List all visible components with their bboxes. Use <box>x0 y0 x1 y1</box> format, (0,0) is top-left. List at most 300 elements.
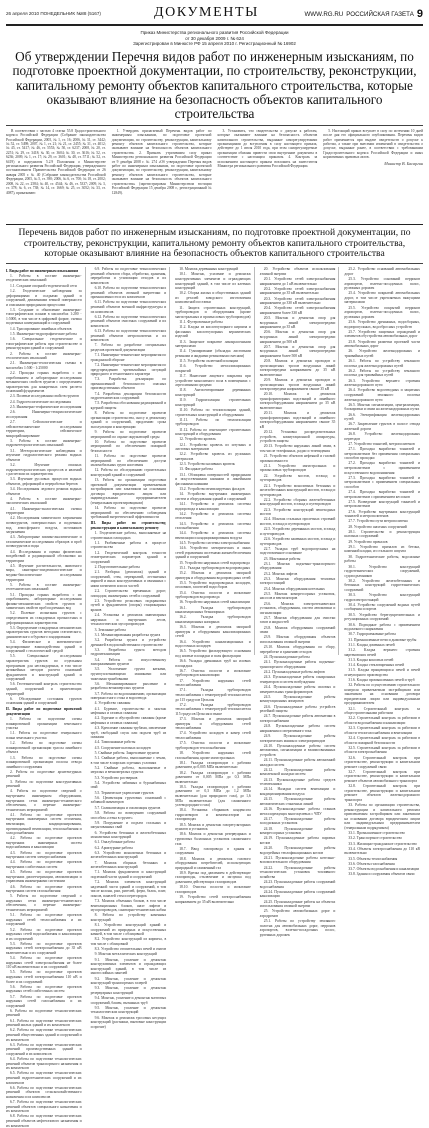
list-item: 2.7. Сейсмологические и сейсмотектонические исследования территории, сейсмическое микрорайонирование <box>6 419 82 438</box>
list-body <box>6 267 423 1128</box>
list-item: 16.3. Монтаж и демонтаж запорной арматуры и оборудования канализационных сетей <box>175 625 251 639</box>
list-item: 4.5. Изучение растительности, животного мира, санитарно-эпидемиологические и медико-биологические исследования территории <box>6 563 82 582</box>
list-item: 6.12. Работы по подготовке технологических решений объектов очистных сооружений и их комплексов <box>90 314 167 328</box>
list-item: 4. Устройство скважин <box>94 701 131 706</box>
list-item: 1.1. Разбивочные работы в процессе строительства <box>90 540 167 550</box>
list-item: 24.19. Пусконаладочные работы паровых котлов <box>259 836 336 845</box>
list-item: 2.6. Инженерно-геокриологические исследования <box>6 410 82 419</box>
list-item: 5.2. Работы по подготовке проектов наружных сетей водоснабжения и канализации и их сооружений <box>6 927 82 941</box>
list-item: 17.5. Очистка полости и испытание трубопроводов теплоснабжения <box>175 741 251 750</box>
list-item: 8. Работы по подготовке проектов организации строительства, сносу и демонтажу зданий и сооружений, продлению срока эксплуатации и консервации <box>90 411 167 429</box>
list-item: 3.4. Работы по искусственному замораживанию грунтов <box>90 657 167 667</box>
list-item: 1.3. Создание и обновление инженерно-топографических планов в масштабах 1:200 - 1:5000, в том числе в цифровой форме, съемка подземных коммуникаций и сооружений <box>6 307 82 326</box>
list-item: 21. Устройство объектов нефтяной и газовой промышленности <box>259 454 336 463</box>
list-item: 8. Работы по устройству каменных конструкций <box>90 913 167 922</box>
list-item: 24. Пусконаладочные работы <box>263 655 310 660</box>
list-item: 16.6. Укладка дренажных труб на иловых площадках <box>175 659 251 668</box>
signatory: Министр В. Басаргин <box>384 160 423 166</box>
list-item: 2.4. Гидрогеологические исследования <box>10 399 71 404</box>
list-item: 22.2. Устройство сборных железобетонных конструкций мостов, эстакад и путепроводов <box>259 497 336 507</box>
list-item: 11.5. Устройство оклеечной изоляции <box>179 359 239 364</box>
list-item: 26.7. Закрепление грунтов в полосе отвода железной дороги <box>344 422 420 431</box>
list-item: 15.2. Монтаж и демонтаж запорной арматуры и оборудования водопроводных сетей <box>175 571 251 580</box>
list-item: 20.7. Монтаж и демонтаж опор для воздушных линий электропередачи напряжением более 500 кВ <box>259 344 336 358</box>
list-item: 2. Работы в составе инженерно-геологических изысканий <box>6 351 82 361</box>
list-item: 5.3. Работы по подготовке проектов наружных сетей электроснабжения до 35 кВ включительно и их сооружений <box>6 941 82 955</box>
list-item: 27.7. Устройство пути метрополитена <box>348 519 408 524</box>
list-item: 5.4. Работы по подготовке проектов наружных сетей электроснабжения не более 110 кВ включительно и их сооружений <box>6 956 82 970</box>
list-item: 30. Гидротехнические работы, водолазные работы <box>344 554 420 564</box>
list-item: 7. Монтаж сборных бетонных и железобетонных конструкций <box>90 860 167 870</box>
list-item: 9. Монтаж металлических конструкций <box>94 952 157 957</box>
list-item: 32. Работы по осуществлению строительного контроля привлекаемым застройщиком или заказчиком на основании договора юридическим лицом или индивидуальным предпринимателем <box>344 683 420 706</box>
list-item: 2.3. Полевые исследования свойств грунтов <box>10 394 79 399</box>
list-item: 22.6. Устройство каменных мостов, эстакад и путепроводов <box>259 536 336 546</box>
intro-paragraph: 5. Настоящий приказ вступает в силу по истечении 10 дней после дня его официального опубликования. Перечень видов работ применяется при выдаче свидетельств о допуске к работам, а также при внесении изменений в свидетельства о допуске, выданные ранее, в соответствии с требованиями Градостроительного кодекса Российской Федерации и иных нормативных правовых актов. <box>323 128 423 160</box>
list-item: 23.3. Монтаж оборудования тепловых электростанций <box>259 576 336 586</box>
list-item: 8.1. Устройство конструкций зданий и сооружений из природных и искусственных камней, в том числе с облицовкой <box>90 923 167 937</box>
list-item: 5.6. Работы по подготовке проектов наружных сетей слаботочных систем <box>6 984 82 994</box>
list-item: 18.10. Очистка полости и испытание газопроводов <box>175 885 251 894</box>
list-item: 22. Устройство мостов, эстакад и путепроводов <box>259 473 336 483</box>
list-item: 24.5. Пусконаладочные работы коммутационных аппаратов <box>259 694 336 704</box>
list-item: 22.4. Монтаж стальных пролетных строений мостов, эстакад и путепроводов <box>259 517 336 526</box>
issue-date: 26 апреля 2010 ПОНЕДЕЛЬНИК №88 (5167) <box>6 11 101 16</box>
list-item: 6.1. Опалубочные работы <box>94 840 135 845</box>
list-item: 6. Работы по подготовке технологических решений <box>6 1008 82 1018</box>
list-item: 13. Фасадные работы <box>179 467 213 472</box>
list-item: 5.1. Работы по подготовке проектов наружных сетей теплоснабжения и их сооружений <box>6 913 82 927</box>
list-column <box>259 267 340 937</box>
list-item: 13.1. Облицовка поверхностей природными и искусственными камнями и линейными фасонными камнями <box>175 472 251 486</box>
list-item: 5.6. Геотехнический контроль строительства зданий, сооружений и прилегающих территорий <box>6 682 82 696</box>
list-item: 15.1. Укладка трубопроводов водопроводных <box>179 565 251 570</box>
list-item: 31.3. Кладка коксовых печей <box>348 657 394 662</box>
list-item: 2.3. Устройство рельсовых подкрановых путей и фундаментов (опоры) стационарных кранов <box>90 598 167 613</box>
section-title: ДОКУМЕНТЫ <box>154 5 259 20</box>
list-item: 3.1. Механизированная разработка грунта <box>94 632 161 637</box>
list-item: 23.5. Монтаж компрессорных установок, насосов и вентиляторов <box>259 591 336 601</box>
list-item: 31.4. Кладка стекловаренных печей <box>348 663 405 667</box>
list-item: 27. Устройство тоннелей, метрополитенов <box>348 441 415 446</box>
list-item: 4.4. Исследования и оценка физических воздействий и радиационной обстановки на территории <box>6 549 82 563</box>
list-item: 11.12. Работы по огнезащите строительных конструкций и оборудования <box>175 427 251 437</box>
list-item: 30.1. Устройство конструкций гидротехнических сооружений, судоподъемников <box>344 564 420 578</box>
list-item: 20.1. Устройство сетей электроснабжения напряжением до 1 кВ включительно <box>259 276 336 286</box>
list-item: 26.6. Электрификация железнодорожных путей <box>344 412 420 422</box>
page-number: 9 <box>416 8 423 20</box>
list-item: 5.1. Проходка горных выработок с их опробованием, лабораторные исследования физико-механических свойств грунтов и химических свойств проб подземных вод <box>6 592 82 611</box>
list-item: 3. Земляные работы <box>94 627 126 632</box>
list-item: 9. Работы по подготовке проектов мероприятий по охране окружающей среды <box>90 430 167 439</box>
list-item: 10. Работы по подготовке проектов мероприятий по обеспечению пожарной безопасности <box>90 439 167 453</box>
list-item: 18.2. Укладка газопроводов с рабочим давлением от 0,005 МПа до 0,3 МПа включительно <box>175 770 251 784</box>
list-item: 24.13. Пусконаладочные работы средств телемеханики <box>259 777 336 787</box>
list-item: 14.3. Устройство и демонтаж системы газоснабжения <box>175 521 251 531</box>
list-item: 26. Устройство железнодорожных и трамвайных путей <box>344 349 420 358</box>
list-item: 17.2. Укладка трубопроводов теплоснабжения с температурой теплоносителя 115 градусов Цельсия и выше <box>175 702 251 716</box>
list-item: 24.25. Пусконаладочные работы на объектах использования атомной энергии <box>259 899 336 909</box>
list-item: 9.4. Монтаж, усиление и демонтаж мачтовых сооружений, башен, вытяжных труб <box>90 996 167 1005</box>
list-item: 11.10. Работы по теплоизоляции зданий, строительных конструкций и оборудования <box>175 408 251 417</box>
list-item: 7.1. Монтаж фундаментов и конструкций подземной части зданий и сооружений <box>90 870 167 879</box>
list-item: 17.1. Укладка трубопроводов теплоснабжения с температурой теплоносителя до 115 градусов Цельсия <box>175 688 251 702</box>
list-item: 7.4. Разработка декларации безопасности гидротехнических сооружений <box>90 391 167 401</box>
list-item: 20.11. Монтаж и демонтаж трансформаторных подстанций и линейного электрооборудования напряжением свыше 35 кВ <box>259 411 336 429</box>
list-item: 10.1. Монтаж, усиление и демонтаж конструктивных элементов и ограждающих конструкций зданий, в том числе из клееных конструкций <box>175 272 251 291</box>
list-item: 31.1. Кладка доменных печей <box>348 642 395 647</box>
list-item: 4.6. Работы по подготовке проектов внутренних систем газоснабжения <box>6 884 82 894</box>
list-item: 9.3. Монтаж, усиление и демонтаж резервуарных конструкций <box>90 986 167 995</box>
list-item: 5.5. Термическое укрепление грунтов <box>94 790 154 795</box>
list-item: 11.1. Футеровочные работы <box>179 319 223 324</box>
list-item: 13. Работы по организации подготовки проектной документации привлекаемым застройщиком или заказчиком на основании договора юридическим лицом или индивидуальным предпринимателем (генеральным проектировщиком) <box>90 478 167 505</box>
list-item: 25.5. Устройство покрытий перронов аэропортов, взлетно-посадочных полос, рулежных дорожек <box>344 305 420 319</box>
list-item: 33.6. Объекты газоснабжения <box>348 861 395 866</box>
list-item: 31.5. Кладка вращающихся печей и печей огнеупорного производства <box>344 668 420 677</box>
intro-paragraph: 1. Утвердить прилагаемый Перечень видов работ по инженерным изысканиям, по подготовке проектной документации, по строительству, реконструкции, капитальному ремонту объектов капитального строительства, которые оказывают влияние на безопасность объектов капитального строительства. 2. Признать утратившим силу приказ Министерства регионального развития Российской Федерации от 9 декабря 2008 г. № 274 «Об утверждении Перечня видов работ по инженерным изысканиям, по подготовке проектной документации, по строительству, реконструкции, капитальному ремонту объектов капитального строительства, которые оказывают влияние на безопасность объектов капитального строительства» (зарегистрирован Министерством юстиции Российской Федерации 15 декабря 2008 г., регистрационный № 12849). <box>111 128 212 195</box>
list-item: 5.8. Работы по возведению сооружений способом «стена в грунте» <box>90 810 167 820</box>
list-item: 8.2. Устройство конструкций из кирпича, в том числе с облицовкой <box>90 937 167 946</box>
masthead <box>6 4 423 26</box>
list-item: 4.1. Инженерно-экологическая съемка территории <box>6 506 82 516</box>
list-item: 7.3. Монтаж объемных блоков, в том числе вентиляционных блоков, шахт лифтов и мусоропроводов, санитарно-технических кабин <box>90 898 167 913</box>
list-item: 1.6. Специальные геодезические и топографические работы при строительстве и реконструкции зданий и сооружений <box>6 337 82 351</box>
list-item: 8.3. Устройство отопительных печей и очагов <box>94 947 167 952</box>
list-column <box>175 267 255 904</box>
list-item: 17. Устройство наружных сетей теплоснабжения <box>175 678 251 688</box>
list-item: 27.5. Возведение конструкций тоннелей и метрополитенов <box>344 499 420 509</box>
list-item: 18.3. Укладка газопроводов с рабочим давлением от 0,3 МПа до 1,2 МПа включительно (для природного газа), до 1,6 МПа включительно (для сжиженного углеводородного газа) <box>175 784 251 808</box>
list-item: 23.9. Монтаж оборудования объектов использования атомной энергии <box>259 635 336 644</box>
masthead-right <box>304 8 423 20</box>
list-item: 20.12. Установка распределительных устройств, коммутационной аппаратуры, устройств защиты <box>259 430 336 444</box>
list-item: 22.5. Устройство деревянных мостов, эстакад и путепроводов <box>259 527 336 536</box>
order-registration: Зарегистрирован в Минюсте РФ 15 апреля 2010 г. Регистрационный № 16902 <box>133 41 296 47</box>
order-title: Об утверждении Перечня видов работ по инженерным изысканиям, по подготовке проектной документации, по строительству, реконструкции, капитальному ремонту объектов капитального строительства, которые оказывают влияние на безопасность объектов капитального строительства <box>12 48 417 122</box>
list-item: 16.1. Укладка трубопроводов канализационных безнапорных <box>175 605 251 615</box>
intro-text <box>6 129 423 221</box>
list-item: 30.2. Устройство железобетонных и бетонных конструкций гидротехнических сооружений <box>344 578 420 592</box>
list-item: 24.20. Пусконаладочные работы водогрейных теплофикационных котлов <box>259 846 336 855</box>
list-item: 16. Устройство наружных сетей канализации <box>179 600 250 605</box>
list-item: 24.18. Пусконаладочные работы компрессорных установок <box>259 826 336 836</box>
list-item: 24.24. Пусконаладочные работы сооружений канализации <box>259 889 336 899</box>
list-item: 3.1. Метеорологические наблюдения и изучение гидрологического режима водных объектов <box>6 448 82 462</box>
list-item: 6.5. Работы по подготовке технологических решений гидротехнических сооружений и их комплексов <box>6 1071 82 1085</box>
list-item: 33.2. Транспортное строительство <box>348 836 403 841</box>
list-item: 29.1. Устройство причалов из бетона, каменной кладки, из стального шпунта <box>344 544 420 554</box>
list-item: 4. Работы по подготовке сведений о внутреннем инженерном оборудовании, внутренних сетях инженерно-технического обеспечения, о перечне инженерно-технических мероприятий <box>6 789 82 812</box>
list-item: 23.1. Монтаж подъемно-транспортного оборудования <box>259 561 336 571</box>
intro-paragraph: 3. Установить, что свидетельства о допуске к работам, которые оказывают влияние на безопасность объектов капитального строительства, выданные саморегулируемыми организациями до вступления в силу настоящего приказа, действуют до 1 июля 2010 года, при этом саморегулируемые организации обязаны привести свои внутренние документы в соответствие с настоящим приказом. 4. Контроль за исполнением настоящего приказа возложить на заместителя Министра регионального развития Российской Федерации. <box>217 128 318 169</box>
list-item: 2.1. Инженерно-геологическая съемка в масштабах 1:500 - 1:25000 <box>6 361 82 370</box>
list-item: 33.1. Промышленное строительство <box>348 831 406 836</box>
list-item: 7.3. Разработка декларации по промышленной безопасности опасных производственных объектов <box>90 377 167 391</box>
list-column <box>90 267 171 1029</box>
list-item: 23.2. Монтаж лифтов <box>263 571 298 576</box>
list-item: 20.3. Устройство сетей электроснабжения напряжением до 330 кВ включительно <box>259 296 336 306</box>
list-item: 14.5. Устройство системы электроснабжения <box>179 541 250 546</box>
list-item: 3.3. Разработка грунта методом гидромеханизации <box>90 647 167 657</box>
list-item: 3.7. Работы по водопонижению, организации поверхностного стока и водоотвода <box>90 691 167 701</box>
list-item: 20.5. Монтаж и демонтаж опор для воздушных линий электропередачи напряжением до 35 кВ <box>259 316 336 330</box>
list-item: 4.5. Работы по подготовке проектов внутренних диспетчеризации, автоматизации и управления инженерными системами <box>6 870 82 884</box>
list-item: 11.8. Антисептирование деревянных конструкций <box>175 388 251 397</box>
list-item: 5.6. Цементация грунтовых оснований с забивкой инъекторов <box>90 795 167 805</box>
list-item: 24.16. Пусконаладочные работы станков металлорежущих многоцелевых с ЧПУ <box>259 806 336 816</box>
list-item: 1.3. Работы по подготовке схемы планировочной организации полосы отвода линейного сооружения <box>6 755 82 769</box>
list-item: 17.4. Устройство колодцев и камер сетей теплоснабжения <box>175 731 251 741</box>
list-item: 33.8. Здания и сооружения объектов связи <box>348 872 415 877</box>
list-item: 31.2. Кладка верхнего строения мартеновских печей <box>344 647 420 657</box>
list-item: 16.7. Очистка полости и испытание трубопроводов канализации <box>175 668 251 678</box>
list-item: 5.3. Определение стандартных механических характеристик грунтов методами статического, динамического и бурового зондирования <box>6 625 82 639</box>
list-item: 24.7. Пусконаладочные работы автоматики в электроснабжении <box>259 714 336 723</box>
list-item: 2. Подготовительные работы <box>94 565 140 570</box>
list-item: 5.5. Специальные исследования характеристик грунтов по отдельным программам для нестандартных, в том числе нелинейных методов расчета оснований фундаментов и конструкций зданий и сооружений <box>6 654 82 682</box>
list-item: 5. Свайные работы. Закрепление грунтов <box>94 750 160 755</box>
list-item: 24.11. Пусконаладочные работы автономной наладки систем <box>259 758 336 767</box>
list-item: 19. Устройство сетей электроснабжения напряжением до 35 кВ включительно <box>175 895 251 904</box>
divider <box>6 224 423 225</box>
order-meta <box>6 30 423 47</box>
list-item: 12.2. Устройство кровель из рулонных материалов <box>175 452 251 461</box>
list-item: 20.2. Устройство сетей электроснабжения напряжением до 35 кВ включительно <box>259 286 336 296</box>
list-item: 10.2. Сборка жилых и общественных зданий из деталей заводского изготовления комплектной поставки <box>175 291 251 305</box>
list-item: 18.8. Монтаж и демонтаж газового оборудования потребителей, использующих природный и сжиженный газ <box>175 856 251 870</box>
list-item: 4.3. Работы по подготовке проектов внутренних систем электроснабжения <box>6 850 82 860</box>
list-item: 10. Монтаж деревянных конструкций <box>179 267 239 272</box>
intro-column <box>112 129 212 221</box>
list-item: 1.1. Создание опорной геодезической сети <box>10 283 77 288</box>
list-item: 23.6. Монтаж электротехнических установок, оборудования, систем автоматики и сигнализации <box>259 601 336 615</box>
list-item: 23.8. Монтаж оборудования сооружений связи <box>259 625 336 635</box>
list-item: 11.4. Гуммирование (обкладка листовыми резинами и жидкими резиновыми смесями) <box>175 349 251 358</box>
list-item: 3.5. Уплотнение грунта катками, грунтоуплотняющими машинами или тяжелыми трамбовками <box>90 667 167 681</box>
list-item: 20.13. Устройство наружных линий связи, в том числе телефонных, радио и телевидения <box>259 444 336 453</box>
list-item: 7.2. Инженерно-технические мероприятия по предупреждению чрезвычайных ситуаций природного и техногенного характера <box>90 362 167 377</box>
list-section-heading: III. Виды работ по строительству, реконструкции и капитальному ремонту <box>90 521 167 530</box>
site-link[interactable]: WWW.RG.RU <box>304 10 344 18</box>
list-item: 32.6. Строительный контроль при строительстве, реконструкции и капитальном ремонте сооружений связи <box>344 755 420 769</box>
list-item: 6.1. Работы по подготовке технологических решений жилых зданий и их комплексов <box>6 1018 82 1028</box>
list-item: 26.8. Устройство железнодорожных переездов <box>344 432 420 441</box>
list-item: 14.1. Устройство и демонтаж системы водопровода и канализации <box>175 501 251 511</box>
list-item: 30.5. Устройство берегоукрепительных и регуляционных сооружений <box>344 612 420 622</box>
list-item: 9.2. Монтаж, усиление и демонтаж конструкций транспортных галерей <box>90 976 167 986</box>
list-item: 27.2. Проходка выработки тоннелей и метрополитенов с применением искусственного водопонижения <box>344 461 420 475</box>
list-item: 5.4. Устройство забивных и буронабивных свай <box>90 780 167 790</box>
list-item: 32.4. Строительный контроль за работами в области пожарной безопасности <box>344 736 420 745</box>
list-item: 22.7. Укладка труб водопропускных на подготовленное основание <box>259 546 336 556</box>
list-item: 15. Устройство наружных сетей водопровода <box>179 560 250 565</box>
list-item: 11. Работы по подготовке проектов мероприятий по обеспечению доступа маломобильных групп населения <box>90 454 167 468</box>
list-item: 5.3. Устройство ростверков <box>94 775 138 780</box>
list-item: 18.1. Укладка газопроводов с рабочим давлением до 0,005 МПа включительно <box>175 760 251 770</box>
list-item: 5.9. Погружение и подъем стальных и шпунтованных свай <box>90 820 167 830</box>
list-item: 24.21. Пусконаладочные работы котельно-вспомогательного оборудования <box>259 855 336 865</box>
list-item: 12.3. Устройство наливных кровель <box>179 462 236 467</box>
list-item: 12.1. Устройство кровель из штучных и листовых материалов <box>175 442 251 452</box>
list-item: 33.3. Жилищно-гражданское строительство <box>348 841 417 846</box>
list-column <box>6 267 86 1128</box>
list-item: 4. Работы в составе инженерно-экологических изысканий <box>6 496 82 506</box>
list-item: 26.3. Устройство верхнего строения железнодорожного пути <box>344 378 420 388</box>
list-item: 27.4. Проходка выработки тоннелей и метрополитенов с применением кессонов <box>344 490 420 499</box>
list-item: 6. Обследование состояния грунтов основания зданий и сооружений <box>6 696 82 706</box>
list-item: 24.12. Пусконаладочные работы комплексной наладки систем <box>259 767 336 777</box>
list-item: 7.2. Монтаж элементов конструкций надземной части зданий и сооружений, в том числе колонн, рам, ригелей, ферм, балок, плит, поясов, панелей стен и перегородок <box>90 880 167 898</box>
list-item: 26.2. Работы по устройству земляного полотна для трамвайных путей <box>344 368 420 378</box>
newspaper-page <box>6 4 423 1128</box>
list-item: 6.2. Работы по подготовке технологических решений общественных зданий и сооружений и их комплексов <box>6 1028 82 1042</box>
list-item: 24.8. Пусконаладочные работы систем напряжения и оперативного тока <box>259 724 336 733</box>
list-item: 25.7. Устройство защитных ограждений и элементов обустройства автомобильных дорог <box>344 329 420 339</box>
list-item: 4.3. Крепление скважин трубами, извлечение труб, свободный спуск или подъем труб из скважин <box>90 726 167 740</box>
list-item: 21.1. Устройство магистральных и промысловых трубопроводов <box>259 463 336 473</box>
list-item: 5.1. Свайные работы, выполняемые с земли, в том числе в морских и речных условиях <box>90 756 167 765</box>
list-item: 13.2. Устройство вентилируемых фасадов <box>179 486 245 491</box>
paper-name: РОССИЙСКАЯ ГАЗЕТА <box>346 10 414 18</box>
list-item: 23. Монтажные работы <box>263 556 301 561</box>
list-item: 32.7. Строительный контроль при строительстве, реконструкции и капитальном ремонте объектов автомобильного транспорта <box>344 769 420 783</box>
list-item: 30.7. Гидроразмывные работы <box>348 632 396 637</box>
list-item: 20.4. Устройство сетей электроснабжения напряжением более 330 кВ <box>259 306 336 315</box>
list-item: 30.4. Устройство сооружений водных путей сообщения и портов <box>344 602 420 612</box>
list-item: 3. Работы в составе инженерно-гидрометеорологических изысканий <box>6 438 82 448</box>
list-item: 6. Устройство бетонных и железобетонных монолитных конструкций <box>90 830 167 840</box>
list-item: 27.6. Устройство внутренних конструкций тоннелей и метрополитенов <box>344 509 420 519</box>
list-item: 3.2. Изучение опасных гидрометеорологических процессов и явлений с расчетами их характеристик <box>6 462 82 477</box>
list-item: 32.8. Строительный контроль при строительстве, реконструкции и капитальном ремонте объектов железнодорожного транспорта <box>344 784 420 802</box>
list-item: 24.10. Пусконаладочные работы систем автоматики, сигнализации и взаимосвязанных устройств <box>259 743 336 757</box>
list-item: 3.2. Разработка грунта и устройство дренажей в водохозяйственном строительстве <box>90 638 167 647</box>
list-item: 2.1. Разборка (демонтаж) зданий и сооружений, стен, перекрытий, лестничных маршей и иных конструктивных и связанных с ними элементов или их частей <box>90 570 167 588</box>
list-item: 7.1. Инженерно-технические мероприятия по гражданской обороне <box>90 353 167 362</box>
list-item: 24.4. Пусконаладочные работы силовых и измерительных трансформаторов <box>259 685 336 694</box>
list-item: 23.10. Монтаж оборудования по сбору, переработке и хранению отходов <box>259 645 336 654</box>
list-item: 4.2. Бурение и обустройство скважин (кроме нефтяных и газовых скважин) <box>90 716 167 725</box>
list-item: 1.2. Геодезический контроль точности геометрических параметров зданий и сооружений <box>90 550 167 564</box>
list-item: 6.3. Работы по подготовке технологических решений производственных зданий и сооружений и их комплексов <box>6 1042 82 1056</box>
list-item: 24.14. Наладки систем вентиляции и кондиционирования воздуха <box>259 787 336 796</box>
list-item: 4.1. Работы по подготовке проектов внутренних инженерных систем отопления, вентиляции, кондиционирования, противодымной вентиляции, теплоснабжения и холодоснабжения <box>6 812 82 836</box>
list-item: 28. Устройство шахтных сооружений <box>348 524 407 529</box>
list-item: 24.22. Пусконаладочные работы технологических установок топливного хозяйства <box>259 865 336 879</box>
list-item: 33.5. Объекты теплоснабжения <box>348 856 398 861</box>
list-item: 6.6. Работы по подготовке технологических решений объектов сельскохозяйственного назначения и их комплексов <box>6 1085 82 1099</box>
list-item: 18.9. Врезка под давлением в действующие газопроводы, отключение и заглушка под давлением действующих газопроводов <box>175 870 251 884</box>
list-item: 18.4. Установка сборников конденсата гидрозатворов и компенсаторов на газопроводах <box>175 808 251 822</box>
list-item: 33. Работы по организации строительства, реконструкции и капитального ремонта привлекаемым застройщиком или заказчиком на основании договора юридическим лицом или индивидуальным предпринимателем (генеральным подрядчиком) <box>344 803 420 830</box>
list-item: 6.9. Работы по подготовке технологических решений объектов сбора, обработки, хранения, переработки и утилизации отходов и их комплексов <box>90 267 167 285</box>
list-item: 5.2. Свайные работы, выполняемые в мерзлых и вечномерзлых грунтах <box>90 765 167 775</box>
list-section-heading: I. Виды работ по инженерным изысканиям <box>6 268 79 273</box>
list-item: 1. Работы по подготовке схемы планировочной организации земельного участка <box>6 717 82 731</box>
list-item: 33.7. Объекты водоснабжения и канализации <box>348 867 420 872</box>
list-item: 1.4. Трассирование линейных объектов <box>10 326 72 331</box>
list-item: 1. Работы в составе инженерно-геодезических изысканий <box>6 273 82 283</box>
list-item: 2.2. Строительство временных: дорог; площадок; инженерных сетей и сооружений <box>90 589 167 598</box>
list-item: 32.3. Строительный контроль за работами в области теплогазоснабжения и вентиляции <box>344 726 420 735</box>
list-item: 5.5. Работы по подготовке проектов наружных сетей электроснабжения 110 кВ и более и их сооружений <box>6 970 82 984</box>
list-item: 24.3. Пусконаладочные работы синхронных генераторов и систем возбуждения <box>259 675 336 684</box>
list-item: 6.7. Работы по подготовке технологических решений объектов специального назначения и их комплексов <box>6 1100 82 1114</box>
list-item: 16.5. Устройство фильтрующего основания под иловые площадки и поля фильтрации <box>175 649 251 658</box>
list-item: 5.7. Силикатизация и смолизация грунтов <box>94 805 161 810</box>
list-item: 16.2. Укладка трубопроводов канализационных напорных <box>175 615 251 625</box>
list-item: 18.7. Ввод газопровода в здания и сооружения <box>175 846 251 856</box>
list-item: 27.3. Проходка выработки тоннелей и метрополитенов с применением специальных способов <box>344 475 420 489</box>
list-item: 22.3. Устройство конструкций пешеходных мостов <box>259 507 336 517</box>
list-item: 25.6. Устройство дренажных, водосборных, водопропускных, водосбросных устройств <box>344 319 420 329</box>
list-item: 18. Устройство наружных сетей газоснабжения, кроме магистральных <box>175 751 251 760</box>
list-item: 1. Геодезические работы, выполняемые на строительных площадках <box>90 531 167 540</box>
list-item: 27.1. Проходка выработки тоннелей и метрополитенов без применения специальных способов проходки <box>344 447 420 461</box>
list-item: 14. Устройство внутренних инженерных систем и оборудования зданий и сооружений <box>175 492 251 501</box>
list-item: 7. Работы по разработке специальных разделов проектной документации <box>90 343 167 352</box>
list-item: 11.7. Нанесение лицевого покрытия при устройстве монолитного пола в помещениях с агрессивными средами <box>175 374 251 388</box>
list-item: 20.6. Монтаж и демонтаж опор для воздушных линий электропередачи напряжением до 500 кВ <box>259 330 336 344</box>
intro-paragraph: В соответствии с частью 4 статьи 55.8 Градостроительного кодекса Российской Федерации (Собрание законодательства Российской Федерации, 2005, № 1, ст. 16; 2006, № 31, ст. 3442; № 52, ст. 5498; 2007, № 1, ст. 21; № 21, ст. 2455; № 31, ст. 4012; № 45, ст. 5417; № 46, ст. 5553; № 50, ст. 6237; 2008, № 20, ст. 2251; № 29, ст. 3418; № 30, ст. 3604; № 30, ст. 3616; № 52, ст. 6236; 2009, № 1, ст. 17; № 29, ст. 3601; № 48, ст. 5711; № 52, ст. 6419) и подпунктом 5.2.9 Положения о Министерстве регионального развития Российской Федерации, утвержденного постановлением Правительства Российской Федерации от 26 января 2005 г. № 40 (Собрание законодательства Российской Федерации, 2005, № 5, ст. 390; 2006, № 6, ст. 700; № 18, ст. 2002; 2008, № 22, ст. 2584; № 40, ст. 4544; № 46, ст. 5337; 2009, № 3, ст. 378; № 6, ст. 738; № 14, ст. 1669; № 25, ст. 3052; № 33, ст. 4087), приказываю: <box>6 128 106 195</box>
list-item: 29. Устройство причалов <box>348 539 388 544</box>
list-item: 3.3. Изучение русловых процессов водных объектов, деформаций и переработки берегов <box>6 477 82 486</box>
list-column <box>344 267 423 877</box>
list-item: 11.9. Гидроизоляция строительных конструкций <box>175 398 251 407</box>
list-item: 25.2. Устройство оснований автомобильных дорог <box>344 267 420 276</box>
list-item: 14. Работы по подготовке проектов мероприятий по обеспечению соблюдения требований энергетической эффективности <box>90 506 167 520</box>
list-item: 1.2. Геодезические наблюдения за деформациями и осадками зданий и сооружений, движениями земной поверхности и опасными природными процессами <box>6 288 82 307</box>
list-item: 12. Работы по обследованию строительных конструкций зданий и сооружений <box>90 468 167 478</box>
list-item: 11. Защита строительных конструкций, трубопроводов и оборудования (кроме магистральных и промысловых трубопроводов) <box>175 305 251 319</box>
order-issuer: Приказ Министерства регионального развития Российской Федерации <box>140 30 289 35</box>
list-item: 3.4. Исследования ледового режима водных объектов <box>6 487 82 496</box>
list-item: 25. Устройство автомобильных дорог и аэродромов <box>259 909 336 918</box>
list-item: 4.4. Тампонажные работы <box>94 740 136 745</box>
list-item: 11.2. Кладка из кислотоупорного кирпича и фасонных кислотоупорных керамических изделий <box>175 325 251 339</box>
list-item: 5.2. Полевые испытания грунтов с определением их стандартных прочностных и деформационных характеристик <box>6 611 82 625</box>
list-item: 24.6. Пусконаладочные работы устройств релейной защиты <box>259 704 336 714</box>
list-item: 22.1. Устройство монолитных бетонных и железобетонных конструкций мостов, эстакад и путепроводов <box>259 483 336 497</box>
list-item: 5.7. Работы по подготовке проектов наружных сетей газоснабжения и их сооружений <box>6 994 82 1008</box>
list-item: 31. Промышленные печи и дымовые трубы <box>348 637 417 642</box>
list-item: 4.5. Сооружение шахтных колодцев <box>94 745 151 750</box>
list-item: 26.4. Устройство водоотводных и защитных сооружений земляного полотна железнодорожного пути <box>344 388 420 402</box>
list-item: 9.1. Монтаж, усиление и демонтаж конструктивных элементов и ограждающих конструкций зданий, в том числе из многослойных панелей <box>90 957 167 976</box>
list-item: 1.2. Работы по подготовке схемы планировочной организации трассы линейного объекта <box>6 741 82 755</box>
list-item: 2.2. Проходка горных выработок с их опробованием и лабораторные исследования механических свойств грунтов с определением характеристик для конкретных схем расчета оснований фундаментов <box>6 371 82 394</box>
list-item: 24.17. Пусконаладочные работы холодильных установок <box>259 816 336 826</box>
list-item: 7.5. Разработка обоснования радиационной и ядерной защиты <box>90 401 167 410</box>
list-item: 25.4. Устройство покрытий автомобильных дорог, в том числе укрепляемых вяжущими материалами <box>344 291 420 305</box>
list-item: 20.10. Монтаж и демонтаж трансформаторных подстанций и линейного электрооборудования напряжением до 35 кВ включительно <box>259 392 336 410</box>
list-item: 2. Работы по подготовке архитектурных решений <box>6 769 82 779</box>
list-item: 30.3. Устройство конструкций гидроэлектростанций <box>344 593 420 602</box>
list-item: 2.5. Инженерно-геофизические исследования <box>10 404 82 409</box>
list-item: 5.4. Физическое и математическое моделирование взаимодействия зданий и сооружений с геологической средой <box>6 640 82 654</box>
list-item: 5. Работы в составе инженерно-геотехнических изысканий <box>6 582 82 592</box>
list-item: 20.8. Монтаж и демонтаж проводов и грозозащитных тросов воздушных линий электропередачи напряжением до 35 кВ включительно <box>259 359 336 377</box>
list-item: 4.3. Лабораторные химико-аналитические и газохимические исследования образцов и проб почвогрунтов и воды <box>6 535 82 549</box>
list-item: 11.6. Устройство металлизационных покрытий <box>175 364 251 373</box>
list-item: 4.2. Исследования химического загрязнения почвогрунтов, поверхностных и подземных вод, атмосферного воздуха, источников загрязнения <box>6 516 82 535</box>
list-item: 14.2. Устройство и демонтаж системы отопления <box>175 511 251 521</box>
list-item: 32.2. Строительный контроль за работами в области водоснабжения и канализации <box>344 716 420 725</box>
list-item: 6.4. Работы по подготовке технологических решений объектов транспортного назначения и их комплексов <box>6 1057 82 1071</box>
list-item: 26.1. Работы по устройству земляного полотна для железнодорожных путей <box>344 359 420 368</box>
divider <box>6 125 423 126</box>
